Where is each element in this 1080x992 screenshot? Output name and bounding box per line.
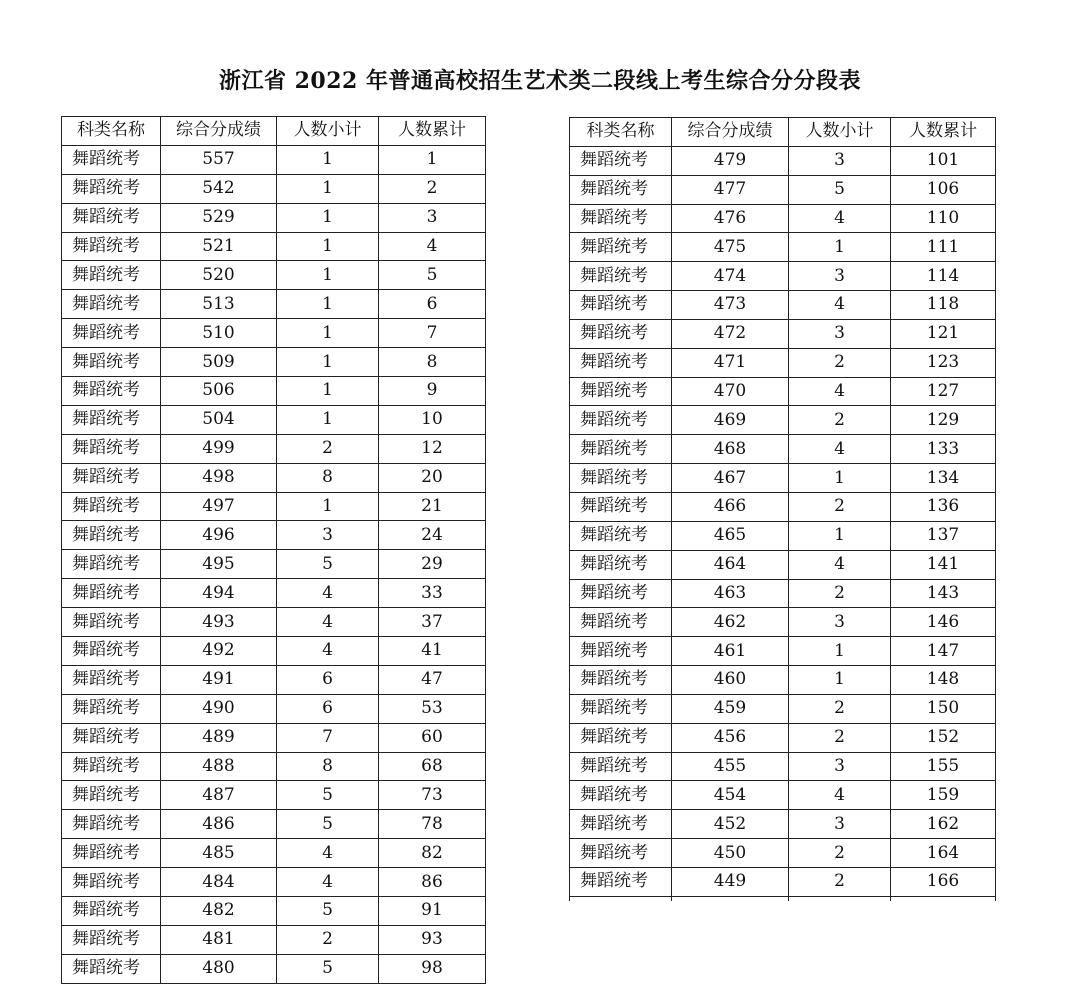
category-cell: 舞蹈统考	[570, 175, 672, 204]
category-cell: 舞蹈统考	[570, 464, 672, 493]
category-cell: 舞蹈统考	[570, 377, 672, 406]
category-cell: 舞蹈统考	[570, 579, 672, 608]
table-row	[570, 839, 996, 868]
table-row	[570, 752, 996, 781]
score-table-left	[61, 116, 486, 984]
cumulative-cell: 110	[891, 204, 996, 233]
count-cell: 5	[277, 897, 379, 926]
table-row	[62, 377, 486, 406]
table-row	[570, 435, 996, 464]
cumulative-cell: 29	[379, 550, 486, 579]
cumulative-cell: 166	[891, 867, 996, 896]
score-cell: 464	[672, 550, 789, 579]
count-cell: 6	[277, 665, 379, 694]
score-cell: 510	[161, 319, 277, 348]
cumulative-cell: 33	[379, 579, 486, 608]
count-cell: 2	[789, 723, 891, 752]
score-cell: 481	[161, 925, 277, 954]
cumulative-cell: 4	[379, 232, 486, 261]
category-cell: 舞蹈统考	[570, 666, 672, 695]
score-cell: 482	[161, 897, 277, 926]
category-cell: 舞蹈统考	[570, 319, 672, 348]
score-cell: 462	[672, 608, 789, 637]
score-cell: 480	[161, 954, 277, 983]
count-cell: 4	[789, 204, 891, 233]
score-cell: 470	[672, 377, 789, 406]
page-title: 浙江省 2022 年普通高校招生艺术类二段线上考生综合分分段表	[218, 68, 862, 94]
score-cell: 529	[161, 203, 277, 232]
category-cell: 舞蹈统考	[62, 319, 161, 348]
table-row	[570, 608, 996, 637]
cumulative-cell: 2	[379, 174, 486, 203]
table-row	[62, 665, 486, 694]
cumulative-cell: 73	[379, 781, 486, 810]
count-cell: 4	[789, 377, 891, 406]
table-row	[570, 637, 996, 666]
table-row	[62, 232, 486, 261]
category-cell: 舞蹈统考	[570, 810, 672, 839]
cumulative-cell: 129	[891, 406, 996, 435]
count-cell: 6	[277, 694, 379, 723]
count-cell: 2	[789, 839, 891, 868]
cumulative-cell: 98	[379, 954, 486, 983]
table-row	[62, 608, 486, 637]
table-row	[62, 290, 486, 319]
column-header-category: 科类名称	[62, 117, 161, 146]
count-cell: 1	[277, 492, 379, 521]
cumulative-cell: 111	[891, 233, 996, 262]
score-cell: 486	[161, 810, 277, 839]
category-cell: 舞蹈统考	[62, 232, 161, 261]
category-cell: 舞蹈统考	[570, 608, 672, 637]
cumulative-cell: 141	[891, 550, 996, 579]
score-cell: 542	[161, 174, 277, 203]
table-row	[62, 925, 486, 954]
score-cell: 467	[672, 464, 789, 493]
count-cell: 1	[277, 348, 379, 377]
cumulative-cell: 93	[379, 925, 486, 954]
cumulative-cell: 134	[891, 464, 996, 493]
category-cell: 舞蹈统考	[570, 781, 672, 810]
score-cell: 491	[161, 665, 277, 694]
score-cell: 461	[672, 637, 789, 666]
count-cell: 2	[277, 434, 379, 463]
cumulative-cell: 9	[379, 377, 486, 406]
cumulative-cell: 123	[891, 348, 996, 377]
category-cell: 舞蹈统考	[570, 146, 672, 175]
count-cell: 3	[789, 262, 891, 291]
score-cell: 466	[672, 492, 789, 521]
category-cell: 舞蹈统考	[62, 694, 161, 723]
cumulative-cell: 86	[379, 868, 486, 897]
table-row	[62, 550, 486, 579]
count-cell: 3	[789, 810, 891, 839]
cumulative-cell: 78	[379, 810, 486, 839]
score-cell: 494	[161, 579, 277, 608]
table-row	[62, 637, 486, 666]
score-cell: 475	[672, 233, 789, 262]
count-cell: 1	[277, 319, 379, 348]
count-cell: 2	[789, 867, 891, 896]
category-cell: 舞蹈统考	[62, 810, 161, 839]
category-cell: 舞蹈统考	[570, 492, 672, 521]
table-row	[570, 175, 996, 204]
cumulative-cell: 60	[379, 723, 486, 752]
cumulative-cell: 146	[891, 608, 996, 637]
count-cell: 1	[789, 521, 891, 550]
score-cell: 487	[161, 781, 277, 810]
score-cell: 476	[672, 204, 789, 233]
table-row	[570, 406, 996, 435]
count-cell: 2	[789, 406, 891, 435]
category-cell: 舞蹈统考	[62, 377, 161, 406]
table-border-stub	[671, 897, 672, 901]
table-row	[62, 492, 486, 521]
score-cell: 459	[672, 694, 789, 723]
count-cell: 4	[789, 550, 891, 579]
cumulative-cell: 7	[379, 319, 486, 348]
count-cell: 5	[277, 781, 379, 810]
table-row	[570, 146, 996, 175]
count-cell: 1	[277, 145, 379, 174]
category-cell: 舞蹈统考	[62, 145, 161, 174]
category-cell: 舞蹈统考	[62, 608, 161, 637]
table-row	[62, 752, 486, 781]
column-header-cumulative: 人数累计	[379, 117, 486, 146]
score-cell: 493	[161, 608, 277, 637]
cumulative-cell: 164	[891, 839, 996, 868]
category-cell: 舞蹈统考	[62, 752, 161, 781]
count-cell: 4	[277, 839, 379, 868]
category-cell: 舞蹈统考	[62, 290, 161, 319]
cumulative-cell: 6	[379, 290, 486, 319]
column-header-cumulative: 人数累计	[891, 118, 996, 147]
score-cell: 454	[672, 781, 789, 810]
table-row	[570, 867, 996, 896]
score-cell: 520	[161, 261, 277, 290]
category-cell: 舞蹈统考	[570, 839, 672, 868]
cumulative-cell: 155	[891, 752, 996, 781]
category-cell: 舞蹈统考	[62, 637, 161, 666]
score-cell: 497	[161, 492, 277, 521]
score-cell: 513	[161, 290, 277, 319]
category-cell: 舞蹈统考	[62, 550, 161, 579]
cumulative-cell: 82	[379, 839, 486, 868]
count-cell: 1	[277, 174, 379, 203]
table-row	[570, 262, 996, 291]
count-cell: 3	[789, 752, 891, 781]
count-cell: 4	[789, 291, 891, 320]
category-cell: 舞蹈统考	[570, 867, 672, 896]
cumulative-cell: 3	[379, 203, 486, 232]
count-cell: 4	[277, 608, 379, 637]
score-cell: 557	[161, 145, 277, 174]
table-row	[570, 319, 996, 348]
score-cell: 449	[672, 867, 789, 896]
table-row	[62, 145, 486, 174]
count-cell: 8	[277, 752, 379, 781]
score-cell: 472	[672, 319, 789, 348]
cumulative-cell: 21	[379, 492, 486, 521]
cumulative-cell: 1	[379, 145, 486, 174]
score-cell: 499	[161, 434, 277, 463]
category-cell: 舞蹈统考	[62, 665, 161, 694]
cumulative-cell: 148	[891, 666, 996, 695]
count-cell: 1	[277, 290, 379, 319]
count-cell: 1	[277, 405, 379, 434]
table-row	[62, 839, 486, 868]
table-row	[62, 579, 486, 608]
table-row	[570, 233, 996, 262]
score-cell: 474	[672, 262, 789, 291]
count-cell: 1	[789, 464, 891, 493]
table-row	[570, 666, 996, 695]
cumulative-cell: 106	[891, 175, 996, 204]
score-cell: 477	[672, 175, 789, 204]
score-cell: 460	[672, 666, 789, 695]
cumulative-cell: 5	[379, 261, 486, 290]
cumulative-cell: 10	[379, 405, 486, 434]
category-cell: 舞蹈统考	[570, 348, 672, 377]
score-cell: 521	[161, 232, 277, 261]
count-cell: 3	[789, 608, 891, 637]
score-cell: 498	[161, 463, 277, 492]
count-cell: 4	[277, 579, 379, 608]
category-cell: 舞蹈统考	[62, 261, 161, 290]
column-header-category: 科类名称	[570, 118, 672, 147]
table-row	[62, 694, 486, 723]
category-cell: 舞蹈统考	[570, 752, 672, 781]
cumulative-cell: 127	[891, 377, 996, 406]
cumulative-cell: 118	[891, 291, 996, 320]
category-cell: 舞蹈统考	[62, 521, 161, 550]
column-header-count: 人数小计	[277, 117, 379, 146]
table-row	[570, 550, 996, 579]
score-cell: 489	[161, 723, 277, 752]
cumulative-cell: 101	[891, 146, 996, 175]
score-cell: 479	[672, 146, 789, 175]
score-cell: 495	[161, 550, 277, 579]
table-row	[570, 723, 996, 752]
table-row	[62, 434, 486, 463]
count-cell: 2	[789, 492, 891, 521]
count-cell: 1	[789, 233, 891, 262]
count-cell: 3	[277, 521, 379, 550]
category-cell: 舞蹈统考	[570, 406, 672, 435]
cumulative-cell: 136	[891, 492, 996, 521]
cumulative-cell: 91	[379, 897, 486, 926]
score-cell: 468	[672, 435, 789, 464]
table-row	[570, 810, 996, 839]
category-cell: 舞蹈统考	[62, 434, 161, 463]
category-cell: 舞蹈统考	[62, 954, 161, 983]
category-cell: 舞蹈统考	[570, 723, 672, 752]
cumulative-cell: 68	[379, 752, 486, 781]
table-border-stub	[890, 897, 891, 901]
cumulative-cell: 53	[379, 694, 486, 723]
score-cell: 473	[672, 291, 789, 320]
category-cell: 舞蹈统考	[570, 637, 672, 666]
table-row	[62, 897, 486, 926]
score-cell: 509	[161, 348, 277, 377]
cumulative-cell: 24	[379, 521, 486, 550]
score-cell: 488	[161, 752, 277, 781]
score-cell: 506	[161, 377, 277, 406]
table-row	[570, 291, 996, 320]
count-cell: 4	[277, 868, 379, 897]
count-cell: 4	[789, 435, 891, 464]
score-cell: 450	[672, 839, 789, 868]
table-row	[570, 492, 996, 521]
category-cell: 舞蹈统考	[570, 233, 672, 262]
category-cell: 舞蹈统考	[62, 781, 161, 810]
count-cell: 1	[277, 203, 379, 232]
table-row	[62, 174, 486, 203]
count-cell: 2	[789, 348, 891, 377]
cumulative-cell: 152	[891, 723, 996, 752]
count-cell: 8	[277, 463, 379, 492]
cumulative-cell: 147	[891, 637, 996, 666]
cumulative-cell: 150	[891, 694, 996, 723]
column-header-score: 综合分成绩	[161, 117, 277, 146]
cumulative-cell: 133	[891, 435, 996, 464]
count-cell: 2	[789, 579, 891, 608]
table-row	[570, 204, 996, 233]
score-cell: 465	[672, 521, 789, 550]
category-cell: 舞蹈统考	[570, 262, 672, 291]
count-cell: 5	[277, 810, 379, 839]
cumulative-cell: 121	[891, 319, 996, 348]
category-cell: 舞蹈统考	[62, 839, 161, 868]
score-cell: 463	[672, 579, 789, 608]
category-cell: 舞蹈统考	[62, 348, 161, 377]
table-row	[570, 694, 996, 723]
cumulative-cell: 162	[891, 810, 996, 839]
count-cell: 2	[277, 925, 379, 954]
count-cell: 3	[789, 319, 891, 348]
score-cell: 456	[672, 723, 789, 752]
table-row	[62, 954, 486, 983]
score-cell: 469	[672, 406, 789, 435]
table-row	[570, 464, 996, 493]
cumulative-cell: 114	[891, 262, 996, 291]
category-cell: 舞蹈统考	[570, 435, 672, 464]
score-cell: 455	[672, 752, 789, 781]
category-cell: 舞蹈统考	[62, 925, 161, 954]
category-cell: 舞蹈统考	[62, 868, 161, 897]
table-row	[570, 781, 996, 810]
table-header-row	[570, 118, 996, 147]
score-cell: 504	[161, 405, 277, 434]
cumulative-cell: 137	[891, 521, 996, 550]
count-cell: 1	[277, 232, 379, 261]
table-row	[570, 377, 996, 406]
table-row	[62, 810, 486, 839]
table-row	[62, 261, 486, 290]
category-cell: 舞蹈统考	[62, 723, 161, 752]
count-cell: 4	[789, 781, 891, 810]
table-row	[62, 319, 486, 348]
column-header-count: 人数小计	[789, 118, 891, 147]
score-cell: 471	[672, 348, 789, 377]
category-cell: 舞蹈统考	[62, 174, 161, 203]
table-row	[62, 781, 486, 810]
score-cell: 484	[161, 868, 277, 897]
cumulative-cell: 159	[891, 781, 996, 810]
count-cell: 5	[277, 550, 379, 579]
table-border-stub	[995, 897, 996, 901]
category-cell: 舞蹈统考	[62, 492, 161, 521]
table-border-stub	[788, 897, 789, 901]
category-cell: 舞蹈统考	[570, 291, 672, 320]
table-row	[62, 463, 486, 492]
cumulative-cell: 143	[891, 579, 996, 608]
category-cell: 舞蹈统考	[570, 521, 672, 550]
score-cell: 496	[161, 521, 277, 550]
count-cell: 1	[277, 261, 379, 290]
score-cell: 452	[672, 810, 789, 839]
count-cell: 1	[789, 666, 891, 695]
table-row	[62, 521, 486, 550]
score-cell: 492	[161, 637, 277, 666]
table-row	[62, 723, 486, 752]
cumulative-cell: 12	[379, 434, 486, 463]
column-header-score: 综合分成绩	[672, 118, 789, 147]
count-cell: 5	[277, 954, 379, 983]
category-cell: 舞蹈统考	[62, 463, 161, 492]
category-cell: 舞蹈统考	[570, 694, 672, 723]
count-cell: 2	[789, 694, 891, 723]
count-cell: 4	[277, 637, 379, 666]
cumulative-cell: 41	[379, 637, 486, 666]
table-row	[62, 868, 486, 897]
table-row	[62, 405, 486, 434]
count-cell: 1	[277, 377, 379, 406]
cumulative-cell: 20	[379, 463, 486, 492]
score-cell: 490	[161, 694, 277, 723]
count-cell: 3	[789, 146, 891, 175]
count-cell: 5	[789, 175, 891, 204]
cumulative-cell: 37	[379, 608, 486, 637]
table-row	[570, 521, 996, 550]
cumulative-cell: 8	[379, 348, 486, 377]
category-cell: 舞蹈统考	[62, 203, 161, 232]
count-cell: 7	[277, 723, 379, 752]
table-border-stub	[569, 897, 570, 901]
count-cell: 1	[789, 637, 891, 666]
table-header-row	[62, 117, 486, 146]
category-cell: 舞蹈统考	[62, 579, 161, 608]
category-cell: 舞蹈统考	[62, 897, 161, 926]
table-row	[62, 203, 486, 232]
category-cell: 舞蹈统考	[570, 550, 672, 579]
score-cell: 485	[161, 839, 277, 868]
table-row	[62, 348, 486, 377]
cumulative-cell: 47	[379, 665, 486, 694]
score-table-right	[569, 117, 996, 897]
category-cell: 舞蹈统考	[62, 405, 161, 434]
category-cell: 舞蹈统考	[570, 204, 672, 233]
table-row	[570, 348, 996, 377]
table-row	[570, 579, 996, 608]
